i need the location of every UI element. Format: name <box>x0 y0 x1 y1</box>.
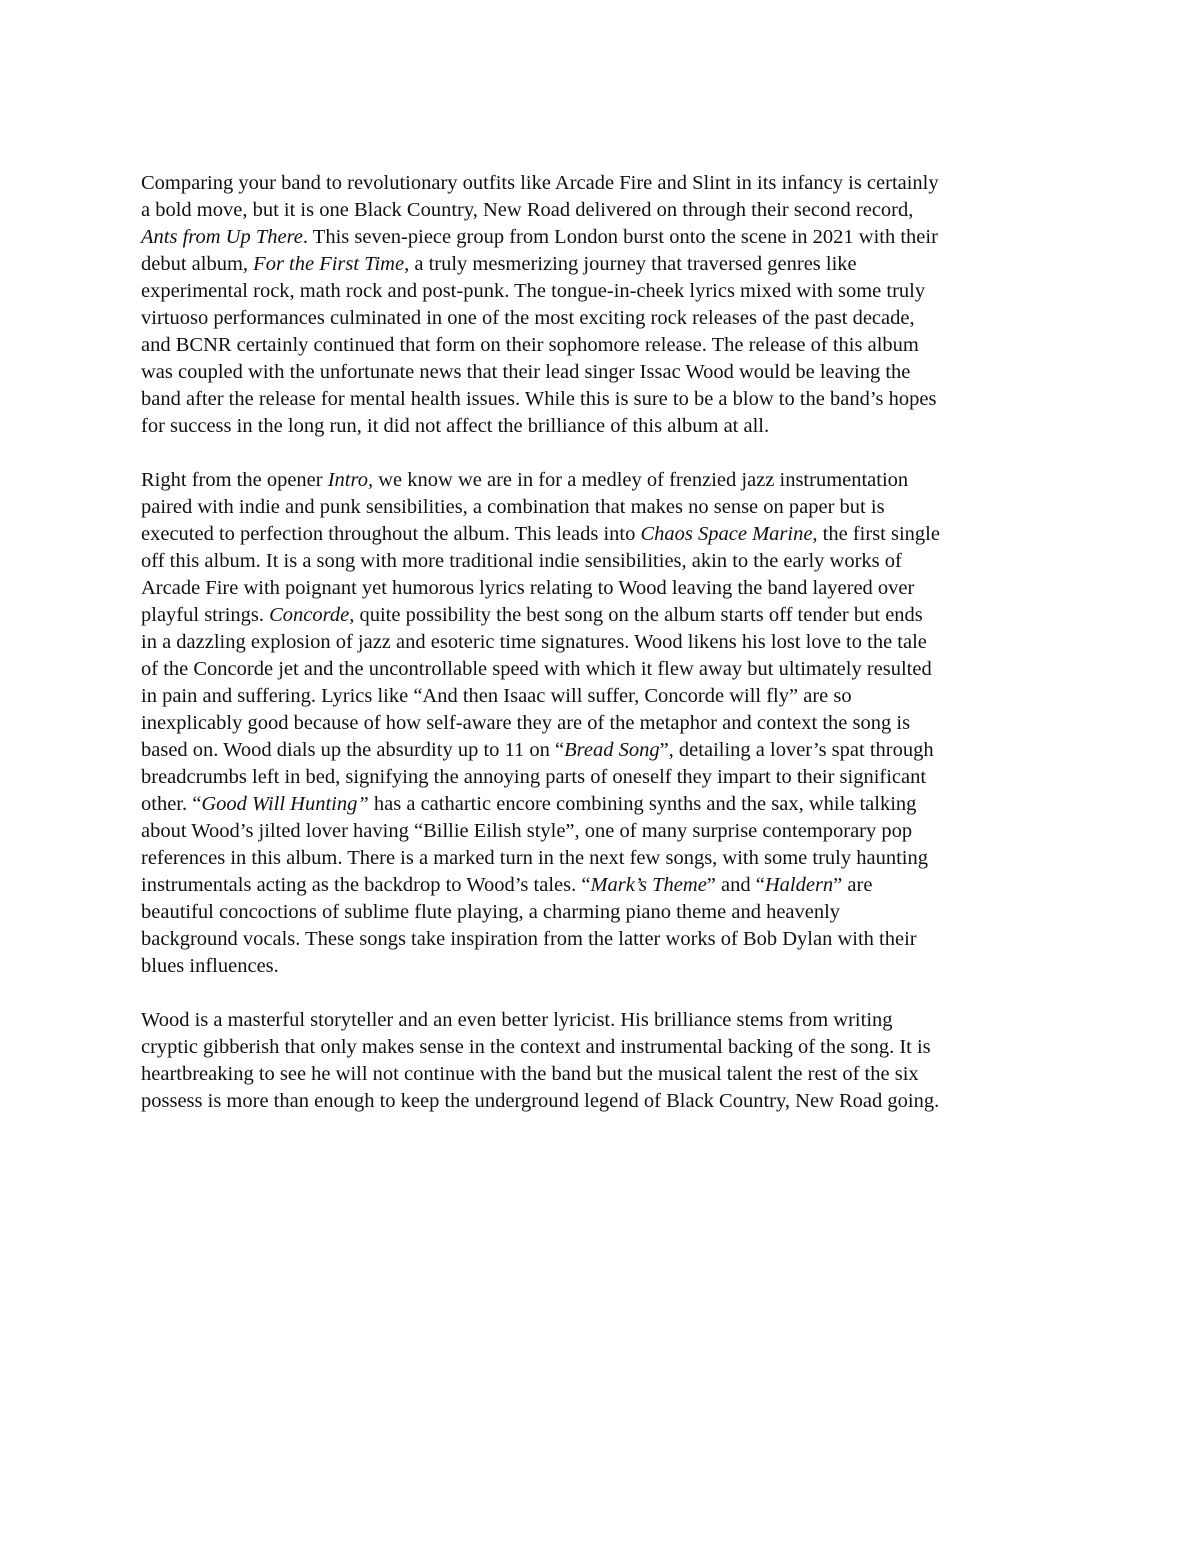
text-line <box>141 332 1066 359</box>
text-run: was coupled with the unfortunate news that their lead singer Issac Wood would be leaving the <box>141 361 911 383</box>
text-run: experimental rock, math rock and post-punk. The tongue-in-cheek lyrics mixed with some truly <box>141 280 926 302</box>
text-line <box>141 386 1066 413</box>
text-run: the first single <box>817 523 940 545</box>
text-line <box>141 1007 1066 1034</box>
text-line <box>141 1061 1066 1088</box>
text-run: cryptic gibberish that only makes sense in the context and instrumental backing of the song. It is <box>141 1036 931 1058</box>
document-page <box>141 170 1066 1142</box>
text-line <box>141 278 1066 305</box>
italic-title: Chaos Space Marine, <box>640 523 818 545</box>
text-line <box>141 359 1066 386</box>
text-run: Arcade Fire with poignant yet humorous lyrics relating to Wood leaving the band layered over <box>141 577 915 599</box>
text-run: possess is more than enough to keep the underground legend of Black Country, New Road going. <box>141 1090 940 1112</box>
italic-title: Concorde, <box>269 604 355 626</box>
text-line <box>141 791 1066 818</box>
text-line <box>141 710 1066 737</box>
text-run: based on. Wood dials up the absurdity up to 11 on “ <box>141 739 565 761</box>
italic-title: Ants from Up There <box>141 226 303 248</box>
text-line <box>141 467 1066 494</box>
text-run: ”, detailing a lover’s spat through <box>659 739 934 761</box>
text-line <box>141 548 1066 575</box>
text-run: playful strings. <box>141 604 270 626</box>
italic-title: Mark’s Theme <box>590 874 707 896</box>
text-run: . This seven-piece group from London burst onto the scene in 2021 with their <box>302 226 938 248</box>
italic-title: For the First Time <box>253 253 405 275</box>
text-run: a bold move, but it is one Black Country, New Road delivered on through their second record, <box>141 199 914 221</box>
text-run: for success in the long run, it did not affect the brilliance of this album at all. <box>141 415 770 437</box>
text-line <box>141 521 1066 548</box>
text-run: in pain and suffering. Lyrics like “And then Isaac will suffer, Concorde will fly” are so <box>141 685 852 707</box>
text-line <box>141 170 1066 197</box>
text-run: heartbreaking to see he will not continue with the band but the musical talent the rest of the six <box>141 1063 919 1085</box>
text-run: band after the release for mental health issues. While this is sure to be a blow to the band’s hopes <box>141 388 937 410</box>
text-line <box>141 683 1066 710</box>
text-run: in a dazzling explosion of jazz and esoteric time signatures. Wood likens his lost love to the tale <box>141 631 927 653</box>
text-run: has a cathartic encore combining synths and the sax, while talking <box>368 793 917 815</box>
text-line <box>141 845 1066 872</box>
text-run: of the Concorde jet and the uncontrollable speed with which it flew away but ultimately resulted <box>141 658 932 680</box>
paragraph <box>141 170 1066 440</box>
italic-title: Intro, <box>327 469 374 491</box>
text-run: background vocals. These songs take inspiration from the latter works of Bob Dylan with their <box>141 928 917 950</box>
paragraph <box>141 467 1066 980</box>
text-run: ” are <box>833 874 873 896</box>
text-line <box>141 575 1066 602</box>
text-run: breadcrumbs left in bed, signifying the annoying parts of oneself they impart to their significant <box>141 766 927 788</box>
text-run: blues influences. <box>141 955 279 977</box>
text-run: Wood is a masterful storyteller and an even better lyricist. His brilliance stems from writing <box>141 1009 893 1031</box>
italic-title: Haldern <box>764 874 834 896</box>
text-run: debut album, <box>141 253 254 275</box>
text-line <box>141 1034 1066 1061</box>
text-line <box>141 251 1066 278</box>
text-line <box>141 656 1066 683</box>
text-run: references in this album. There is a marked turn in the next few songs, with some truly haunting <box>141 847 928 869</box>
text-line <box>141 224 1066 251</box>
text-line <box>141 494 1066 521</box>
text-run: we know we are in for a medley of frenzied jazz instrumentation <box>373 469 909 491</box>
text-run: instrumentals acting as the backdrop to Wood’s tales. “ <box>141 874 591 896</box>
italic-title: Good Will Hunting” <box>201 793 369 815</box>
text-line <box>141 926 1066 953</box>
text-line <box>141 737 1066 764</box>
paragraph <box>141 1007 1066 1115</box>
text-run: Comparing your band to revolutionary outfits like Arcade Fire and Slint in its infancy is certainly <box>141 172 939 194</box>
text-run: about Wood’s jilted lover having “Billie Eilish style”, one of many surprise contemporary pop <box>141 820 913 842</box>
text-run: other. “ <box>141 793 202 815</box>
text-run: and BCNR certainly continued that form on their sophomore release. The release of this album <box>141 334 919 356</box>
text-run: executed to perfection throughout the album. This leads into <box>141 523 641 545</box>
text-run: , a truly mesmerizing journey that traversed genres like <box>404 253 857 275</box>
text-run: Right from the opener <box>141 469 328 491</box>
text-run: virtuoso performances culminated in one of the most exciting rock releases of the past decade, <box>141 307 915 329</box>
text-line <box>141 1088 1066 1115</box>
text-run: off this album. It is a song with more traditional indie sensibilities, akin to the early works of <box>141 550 902 572</box>
text-run: quite possibility the best song on the album starts off tender but ends <box>354 604 923 626</box>
text-run: ” and “ <box>706 874 765 896</box>
text-line <box>141 629 1066 656</box>
italic-title: Bread Song <box>564 739 660 761</box>
text-line <box>141 953 1066 980</box>
text-line <box>141 197 1066 224</box>
text-run: inexplicably good because of how self-aware they are of the metaphor and context the song is <box>141 712 911 734</box>
text-run: beautiful concoctions of sublime flute playing, a charming piano theme and heavenly <box>141 901 841 923</box>
text-line <box>141 413 1066 440</box>
text-line <box>141 305 1066 332</box>
text-run: paired with indie and punk sensibilities, a combination that makes no sense on paper but is <box>141 496 885 518</box>
text-line <box>141 818 1066 845</box>
text-line <box>141 602 1066 629</box>
text-line <box>141 872 1066 899</box>
text-line <box>141 764 1066 791</box>
text-line <box>141 899 1066 926</box>
